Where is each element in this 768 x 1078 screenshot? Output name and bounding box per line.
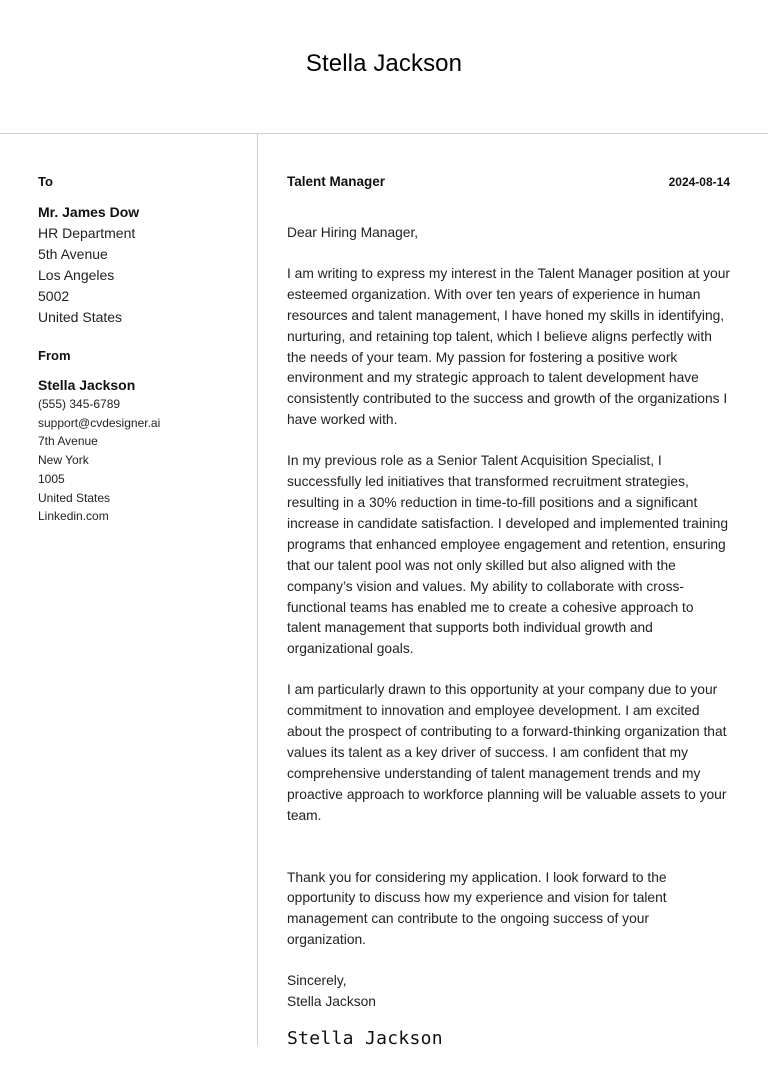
sender-city: New York: [38, 453, 89, 468]
closing-phrase: Sincerely,: [287, 973, 347, 989]
signature: Stella Jackson: [287, 1028, 443, 1049]
paragraph-intro: I am writing to express my interest in the Talent Manager position at your esteemed organization. With over ten years of experience in human resources and talent management, I have honed my skills in identifying, nurturing, and retaining top talent, which I believe aligns perfectly with the needs of your team. My passion for fostering a positive work environment and my strategic approach to talent development have consistently contributed to the success and growth of the organizations I have worked with.: [287, 265, 730, 428]
job-title: Talent Manager: [287, 174, 386, 189]
letter-column: [287, 173, 731, 1051]
paragraph-experience: In my previous role as a Senior Talent Acquisition Specialist, I successfully led initiatives that transformed recruitment strategies, resulting in a 30% reduction in time-to-fill positions and a significant increase in candidate satisfaction. I developed and implemented training programs that enhanced employee engagement and retention, ensuring that our talent pool was not only skilled but also aligned with the company’s vision and values. My ability to collaborate with cross-functional teams has enabled me to create a cohesive approach to talent management that supports both individual growth and organizational goals.: [287, 453, 729, 657]
recipient-postal-code: 5002: [38, 288, 70, 304]
sender-phone: (555) 345-6789: [38, 397, 121, 411]
letter-date: 2024-08-14: [668, 175, 730, 189]
recipient-street: 5th Avenue: [38, 246, 108, 262]
sender-country: United States: [38, 490, 111, 505]
contact-column: [38, 173, 248, 526]
from-label: From: [38, 348, 71, 363]
sender-linkedin: Linkedin.com: [38, 509, 109, 524]
letter-body: [287, 223, 731, 1051]
page-title: Stella Jackson: [305, 50, 463, 77]
paragraph-motivation: I am particularly drawn to this opportunity at your company due to your commitment to innovation and employee development. I am excited about the prospect of contributing to a forward-thinking organization that values its talent as a key driver of success. I am confident that my comprehensive understanding of talent management trends and my proactive approach to workforce planning will be valuable assets to your team.: [287, 682, 727, 823]
to-label: To: [38, 174, 53, 189]
closing-name: Stella Jackson: [287, 994, 376, 1010]
letter-heading-row: [287, 173, 731, 191]
recipient-department: HR Department: [38, 225, 136, 241]
sender-name: Stella Jackson: [38, 377, 136, 393]
recipient-country: United States: [38, 309, 123, 325]
sender-postal-code: 1005: [38, 471, 65, 486]
header-divider: [0, 133, 768, 134]
sender-street: 7th Avenue: [38, 434, 98, 449]
recipient-city: Los Angeles: [38, 267, 115, 283]
salutation: Dear Hiring Manager,: [287, 225, 419, 240]
sender-block: [38, 375, 248, 526]
recipient-block: [38, 202, 248, 328]
recipient-name: Mr. James Dow: [38, 204, 140, 220]
sender-email: support@cvdesigner.ai: [38, 415, 161, 430]
column-divider: [257, 134, 258, 1046]
paragraph-closing: Thank you for considering my application. I look forward to the opportunity to discuss how my experience and vision for talent management can contribute to the ongoing success of your organization.: [287, 869, 667, 948]
